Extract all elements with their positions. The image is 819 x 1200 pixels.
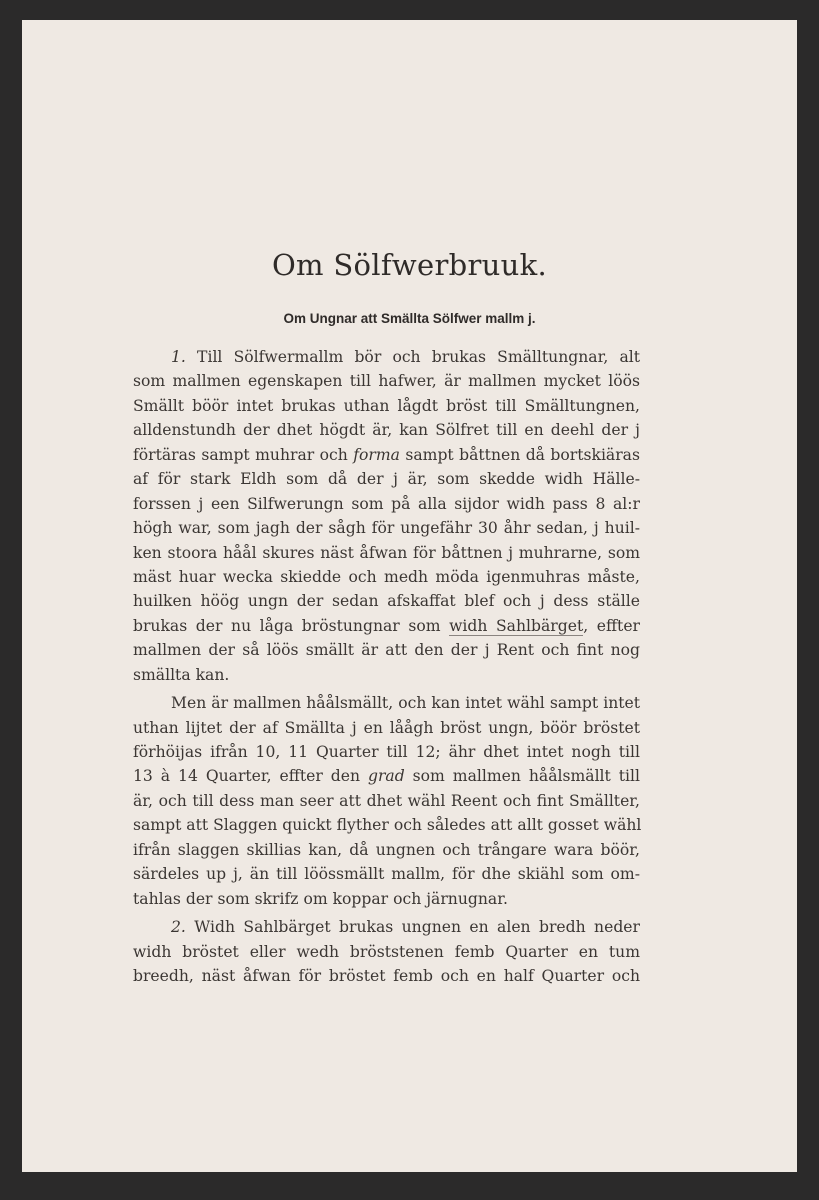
- text-segment: , effter: [583, 616, 640, 635]
- text-segment: som mallmen håålsmällt till: [404, 767, 640, 786]
- text-segment: uthan lijtet der af Smällta j en låågh bröst ungn, böör bröstet: [133, 718, 640, 737]
- text-segment: mallmen der så löös smällt är att den der j Rent och fint nog: [133, 641, 640, 660]
- text-segment: förhöijas ifrån 10, 11 Quarter till 12; ähr dhet intet nogh till: [133, 743, 640, 761]
- text-line: [133, 541, 640, 565]
- italic-text: grad: [367, 767, 405, 786]
- text-line: [133, 964, 640, 988]
- text-segment: sampt båttnen då bortskiäras: [399, 445, 640, 464]
- text-segment: alldenstundh der dhet högdt är, kan Sölfret till en deehl der j: [133, 421, 640, 440]
- text-segment: forssen j een Silfwerungn som på alla sijdor widh pass 8 al:r: [133, 494, 640, 513]
- text-segment: smällta kan.: [133, 665, 230, 684]
- text-segment: widh bröstet eller wedh bröststenen femb Quarter en tum: [133, 942, 640, 961]
- text-segment: är, och till dess man seer att dhet wähl Reent och fint Smällter,: [133, 791, 640, 810]
- text-line: [133, 443, 640, 467]
- text-line: [133, 838, 640, 862]
- text-line: [133, 813, 640, 837]
- text-segment: mäst huar wecka skiedde och medh möda igenmuhras måste,: [133, 567, 640, 586]
- text-line: [133, 740, 640, 764]
- text-segment: tahlas der som skrifz om koppar och järnugnar.: [133, 889, 508, 908]
- document-page: [22, 20, 797, 1172]
- text-segment: Men är mallmen håålsmällt, och kan intet wähl sampt intet: [171, 694, 640, 713]
- page-title: Om Sölfwerbruuk.: [271, 248, 548, 282]
- text-segment: ken stoora håål skures näst åfwan för båttnen j muhrarne, som: [133, 543, 640, 562]
- text-segment: ifrån slaggen skillias kan, då ungnen och trångare wara böör,: [133, 840, 640, 859]
- text-line: [133, 467, 640, 491]
- text-line: [133, 516, 640, 540]
- text-segment: af för stark Eldh som då der j är, som skedde widh Hälle-: [133, 470, 640, 489]
- text-segment: brukas der nu låga bröstungnar som: [133, 616, 450, 635]
- text-line: [133, 565, 640, 589]
- text-segment: förtäras sampt muhrar och: [133, 445, 354, 464]
- body-text: [133, 345, 640, 988]
- text-line: [133, 691, 640, 715]
- text-segment: högh war, som jagh der sågh för ungefähr 30 åhr sedan, j huil-: [133, 519, 640, 538]
- text-line: [133, 940, 640, 964]
- text-line: [133, 589, 640, 613]
- text-line: [133, 369, 640, 393]
- text-segment: som mallmen egenskapen till hafwer, är mallmen mycket löös: [133, 372, 640, 391]
- italic-text: forma: [353, 445, 400, 464]
- text-segment: huilken höög ungn der sedan afskaffat blef och j dess ställe: [133, 592, 640, 611]
- text-segment: breedh, näst åfwan för bröstet femb och en half Quarter och: [133, 966, 640, 985]
- text-segment: 13 à 14 Quarter, effter den: [133, 767, 368, 786]
- text-line: [133, 492, 640, 516]
- text-line: [133, 614, 640, 638]
- text-line: [133, 764, 640, 788]
- text-segment: Till Sölfwermallm bör och brukas Smälltungnar, alt: [185, 348, 640, 366]
- text-line: [133, 345, 640, 369]
- text-line: [133, 716, 640, 740]
- text-line: [133, 887, 640, 911]
- text-line: [133, 418, 640, 442]
- section-subtitle: Om Ungnar att Smällta Sölfwer mallm j.: [283, 311, 536, 326]
- text-segment: sampt att Slaggen quickt flyther och således att allt gosset wähl: [133, 816, 642, 835]
- italic-text: 2.: [171, 918, 186, 937]
- text-segment: särdeles up j, än till löössmällt mallm, för dhe skiähl som om-: [133, 865, 640, 884]
- text-line: [133, 915, 640, 939]
- text-segment: Smällt böör intet brukas uthan lågdt bröst till Smälltungnen,: [133, 396, 640, 415]
- text-line: [133, 789, 640, 813]
- text-segment: Widh Sahlbärget brukas ungnen en alen bredh neder: [185, 918, 640, 937]
- underlined-text: widh Sahlbärget: [449, 616, 584, 635]
- text-line: [133, 663, 640, 687]
- text-line: [133, 862, 640, 886]
- italic-text: 1.: [171, 348, 186, 366]
- text-line: [133, 394, 640, 418]
- text-line: [133, 638, 640, 662]
